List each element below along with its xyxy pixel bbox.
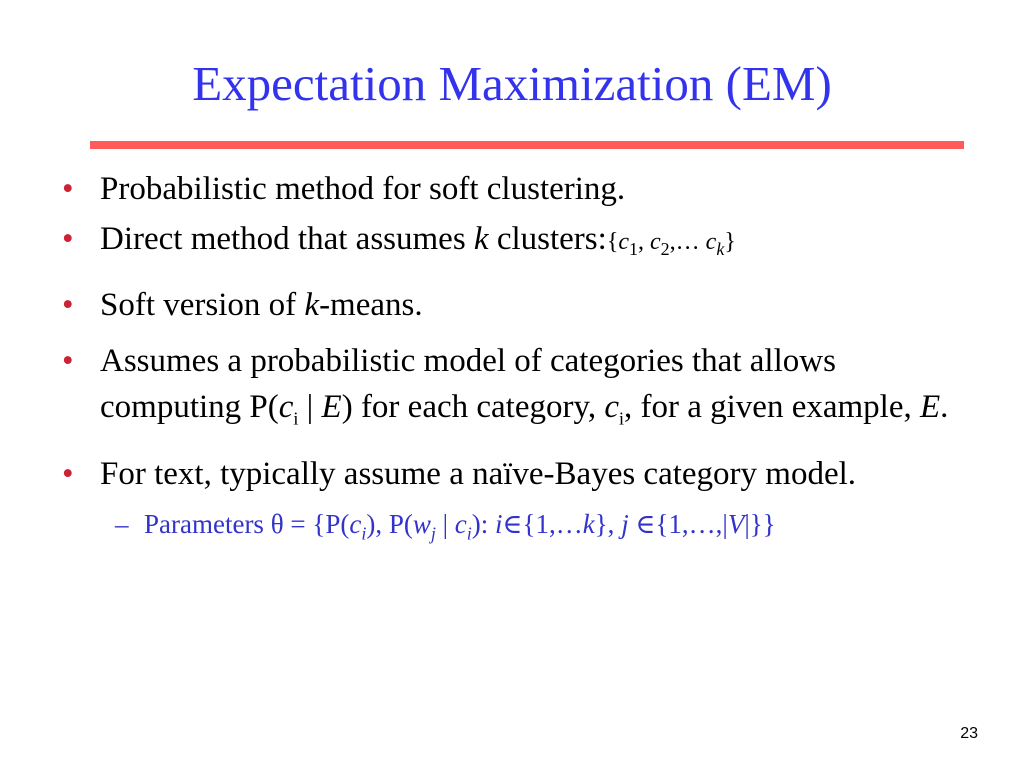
title-divider [90, 141, 964, 149]
bullet-text: Assumes a probabilistic model of categories that allows computing $P(c_i$ | E) for each category, $c_i$, for a given example, E. [100, 342, 949, 429]
bullet-item-3 [60, 282, 960, 328]
sub-bullet-text: Parameters $\theta = \{P(c_i)$, $P(w_j$ | $c_i$): i∈{1,…k}, j ∈{1,…,|V|}} [144, 509, 776, 544]
page-number: 23 [960, 725, 978, 742]
bullet-item-2 [60, 216, 960, 272]
bullet-marker: • [62, 456, 74, 493]
bullet-marker: • [62, 342, 74, 379]
bullet-item-5 [60, 451, 960, 497]
bullet-item-4 [60, 338, 960, 442]
bullet-text: Soft version of k-means. [100, 286, 423, 323]
sub-bullet-marker: – [115, 509, 129, 540]
bullet-text: Direct method that assumes k $clusters:\{c_1$, $c_2,\dots$ $c_k$} [100, 221, 736, 259]
sub-bullet-item [60, 505, 960, 552]
bullet-item-1 [60, 166, 960, 212]
bullet-text: For text, typically assume a naïve-Bayes category model. [100, 456, 857, 493]
bullet-marker: • [62, 286, 74, 323]
bullet-list [60, 160, 960, 553]
bullet-marker: • [62, 171, 74, 207]
bullet-text: Probabilistic method for soft clustering. [100, 171, 626, 207]
bullet-marker: • [62, 221, 74, 257]
slide-title: Expectation Maximization (EM) [192, 56, 832, 111]
